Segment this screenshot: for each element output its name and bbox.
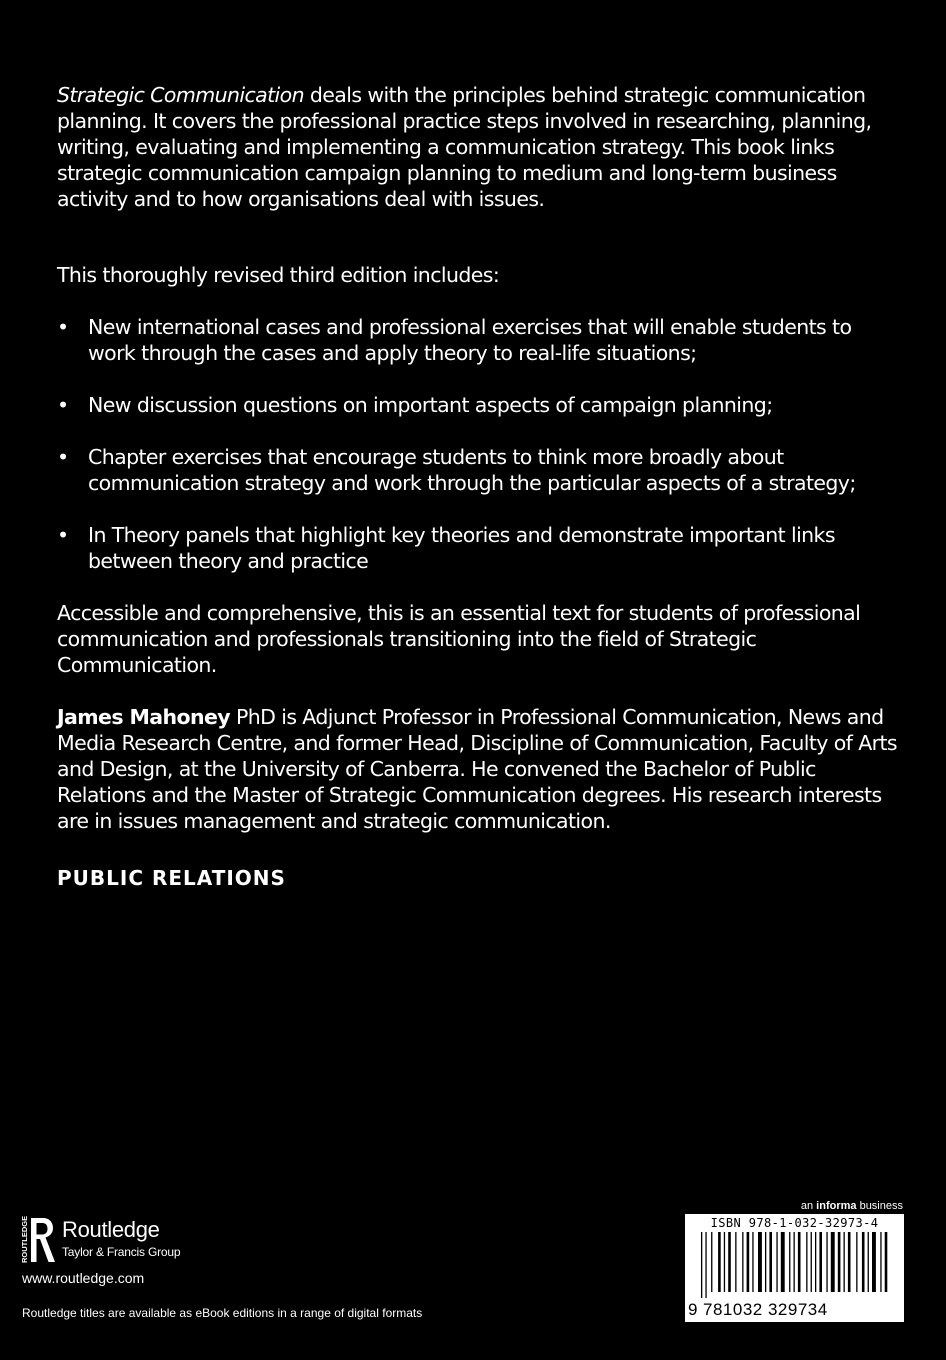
routledge-r-icon — [22, 1214, 58, 1264]
ebook-note: Routledge titles are available as eBook editions in a range of digital formats — [22, 1306, 423, 1320]
barcode-bar — [819, 1232, 822, 1292]
barcode-bar — [711, 1232, 712, 1292]
barcode-bar — [885, 1232, 888, 1292]
summary-paragraph: Accessible and comprehensive, this is an essential text for students of professional communication and professionals transitioning into the field of Strategic Communication. — [57, 601, 861, 677]
publisher-group: Taylor & Francis Group — [62, 1245, 181, 1259]
informa-brand: informa — [816, 1200, 857, 1212]
edition-lead-in: This thoroughly revised third edition includes: — [57, 263, 500, 287]
publisher-url[interactable]: www.routledge.com — [22, 1270, 145, 1286]
barcode-bar — [701, 1232, 702, 1298]
author-bio — [57, 704, 897, 834]
barcode-bar — [880, 1232, 881, 1292]
barcode-bar — [742, 1232, 743, 1292]
barcode-bar — [781, 1232, 785, 1292]
barcode-bar — [862, 1232, 865, 1292]
bullet-icon: • — [57, 523, 69, 547]
author-name: James Mahoney — [57, 705, 231, 729]
intro-paragraph — [57, 82, 897, 212]
logo-side-text: ROUTLEDGE — [20, 1215, 29, 1263]
list-item — [57, 522, 897, 574]
informa-suffix: business — [856, 1200, 903, 1212]
feature-list — [57, 314, 897, 600]
barcode-bar — [724, 1232, 725, 1292]
barcode-bar — [728, 1232, 731, 1292]
list-item — [57, 314, 897, 366]
barcode-lead-digit: 9 — [688, 1300, 698, 1319]
book-title-italic: Strategic Communication — [57, 83, 304, 107]
barcode-bar — [811, 1232, 812, 1292]
barcode-bar — [838, 1232, 841, 1292]
routledge-logo — [22, 1214, 222, 1266]
intro-text: deals with the principles behind strategic communication planning. It covers the professional practice steps involved in researching, planning, writing, evaluating and implementing a communication strategy. This book links strategic communication campaign planning to medium and long-term business activity and to how organisations deal with issues. — [57, 83, 872, 211]
list-item — [57, 392, 897, 418]
barcode-bar — [765, 1232, 766, 1292]
barcode-bar — [758, 1232, 762, 1292]
barcode-bars — [697, 1232, 893, 1298]
list-item-text: New discussion questions on important aspects of campaign planning; — [88, 393, 773, 417]
list-item — [57, 444, 897, 496]
barcode-bar — [776, 1232, 777, 1292]
list-item-text: Chapter exercises that encourage students to think more broadly about communication strategy and work through the particular aspects of a strategy; — [88, 445, 856, 495]
barcode-bar — [868, 1232, 869, 1292]
barcode-bar — [872, 1232, 876, 1292]
subject-category: PUBLIC RELATIONS — [57, 866, 286, 890]
barcode-bar — [815, 1232, 816, 1292]
barcode-bar — [798, 1232, 801, 1292]
informa-tagline — [801, 1200, 903, 1213]
barcode-bar — [856, 1232, 857, 1292]
isbn-label: ISBN 978-1-032-32973-4 — [710, 1216, 879, 1230]
list-item-text: New international cases and professional exercises that will enable students to work through the cases and apply theory to real-life situations; — [88, 315, 852, 365]
bullet-icon: • — [57, 445, 69, 469]
bullet-icon: • — [57, 315, 69, 339]
isbn-barcode — [685, 1214, 904, 1322]
barcode-bar — [789, 1232, 790, 1292]
barcode-bar — [831, 1232, 835, 1292]
barcode-bar — [848, 1232, 851, 1292]
barcode-digit-groups: 781032 329734 — [703, 1300, 828, 1319]
bullet-icon: • — [57, 393, 69, 417]
barcode-bar — [844, 1232, 845, 1292]
barcode-bar — [826, 1232, 827, 1292]
barcode-bar — [769, 1232, 772, 1292]
list-item-text: In Theory panels that highlight key theories and demonstrate important links between theory and practice — [88, 523, 835, 573]
barcode-bar — [718, 1232, 721, 1292]
barcode-bar — [705, 1232, 706, 1298]
author-bio-text: PhD is Adjunct Professor in Professional Communication, News and Media Research Centre, and former Head, Discipline of Communication, Faculty of Arts and Design, at the University of Canberra. He convened the Bachelor of Public Relations and the Master of Strategic Communication degrees. His research interests are in issues management and strategic communication. — [57, 705, 897, 833]
barcode-bar — [806, 1232, 807, 1292]
barcode-bar — [752, 1232, 753, 1292]
informa-prefix: an — [800, 1200, 817, 1212]
barcode-bar — [747, 1232, 750, 1292]
publisher-name: Routledge — [62, 1217, 160, 1242]
barcode-bar — [735, 1232, 736, 1292]
barcode-bar — [794, 1232, 795, 1292]
